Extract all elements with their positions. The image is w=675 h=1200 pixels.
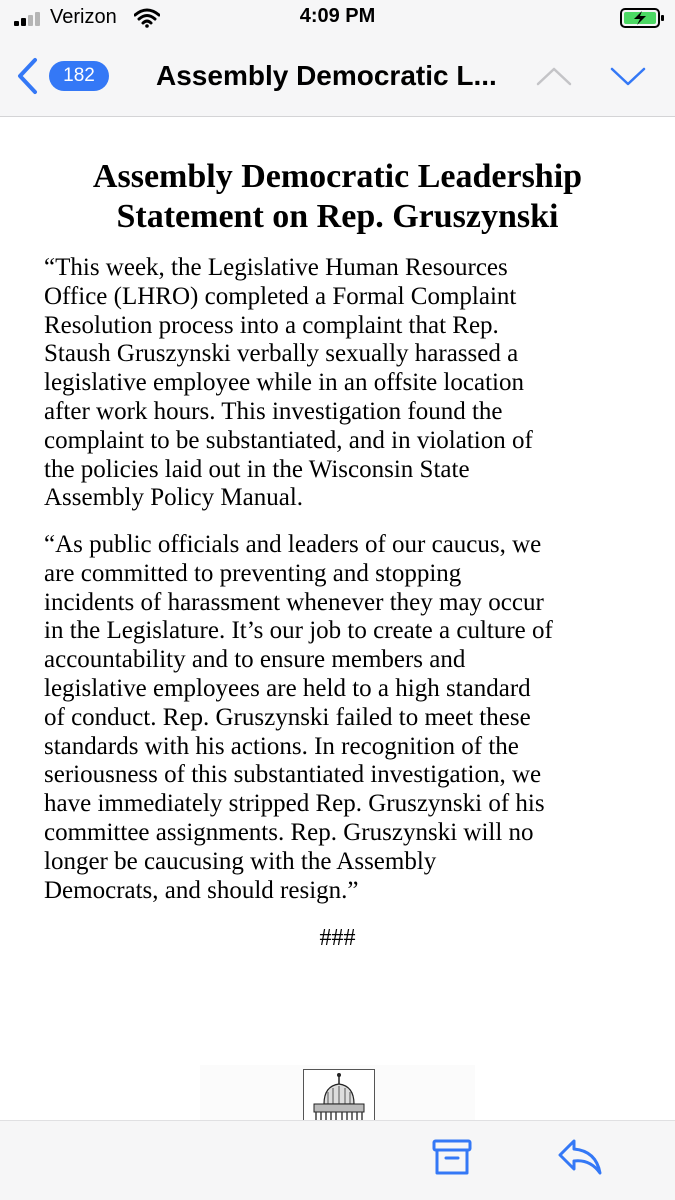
message-body[interactable] [0,117,675,1120]
status-time: 4:09 PM [299,5,376,27]
battery-charging-icon [620,7,666,29]
bottom-toolbar [0,1120,675,1200]
nav-bar [0,38,675,117]
unread-count-badge[interactable]: 182 [49,61,109,91]
reply-button[interactable] [556,1137,604,1177]
statement-paragraph-1: “This week, the Legislative Human Resources Office (LHRO) completed a Formal Complaint Resolution process into a complaint that Rep. Staush Gruszynski verbally sexually harassed a legislative employee while in an offsite location after work hours. This investigation found the complaint to be substantiated, and in violation of the policies laid out in the Wisconsin State Assembly Policy Manual. [44,254,533,512]
carrier-name: Verizon [50,6,117,28]
statement-title [20,157,655,237]
chevron-up-icon[interactable] [535,64,573,88]
chevron-left-icon[interactable] [14,56,40,96]
archive-button[interactable] [430,1135,474,1179]
statement-title-text: Assembly Democratic Leadership Statement on Rep. Gruszynski [92,158,583,235]
end-mark: ### [319,925,356,951]
status-bar [0,0,675,38]
capitol-dome-icon [303,1069,375,1120]
reply-icon [556,1137,604,1177]
chevron-down-icon[interactable] [609,64,647,88]
message-subject-title: Assembly Democratic L... [156,60,497,91]
statement-paragraph-2: “As public officials and leaders of our caucus, we are committed to preventing and stopping incidents of harassment whenever they may occur in the Legislature. It’s our job to create a culture of accountability and to ensure members and legislative employees are held to a high standard of conduct. Rep. Gruszynski failed to meet these standards with his actions. In recognition of the seriousness of this substantiated investigation, we have immediately stripped Rep. Gruszynski of his committee assignments. Rep. Gruszynski will no longer be caucusing with the Assembly Democrats, and should resign.” [44,531,553,904]
archive-icon [430,1135,474,1179]
